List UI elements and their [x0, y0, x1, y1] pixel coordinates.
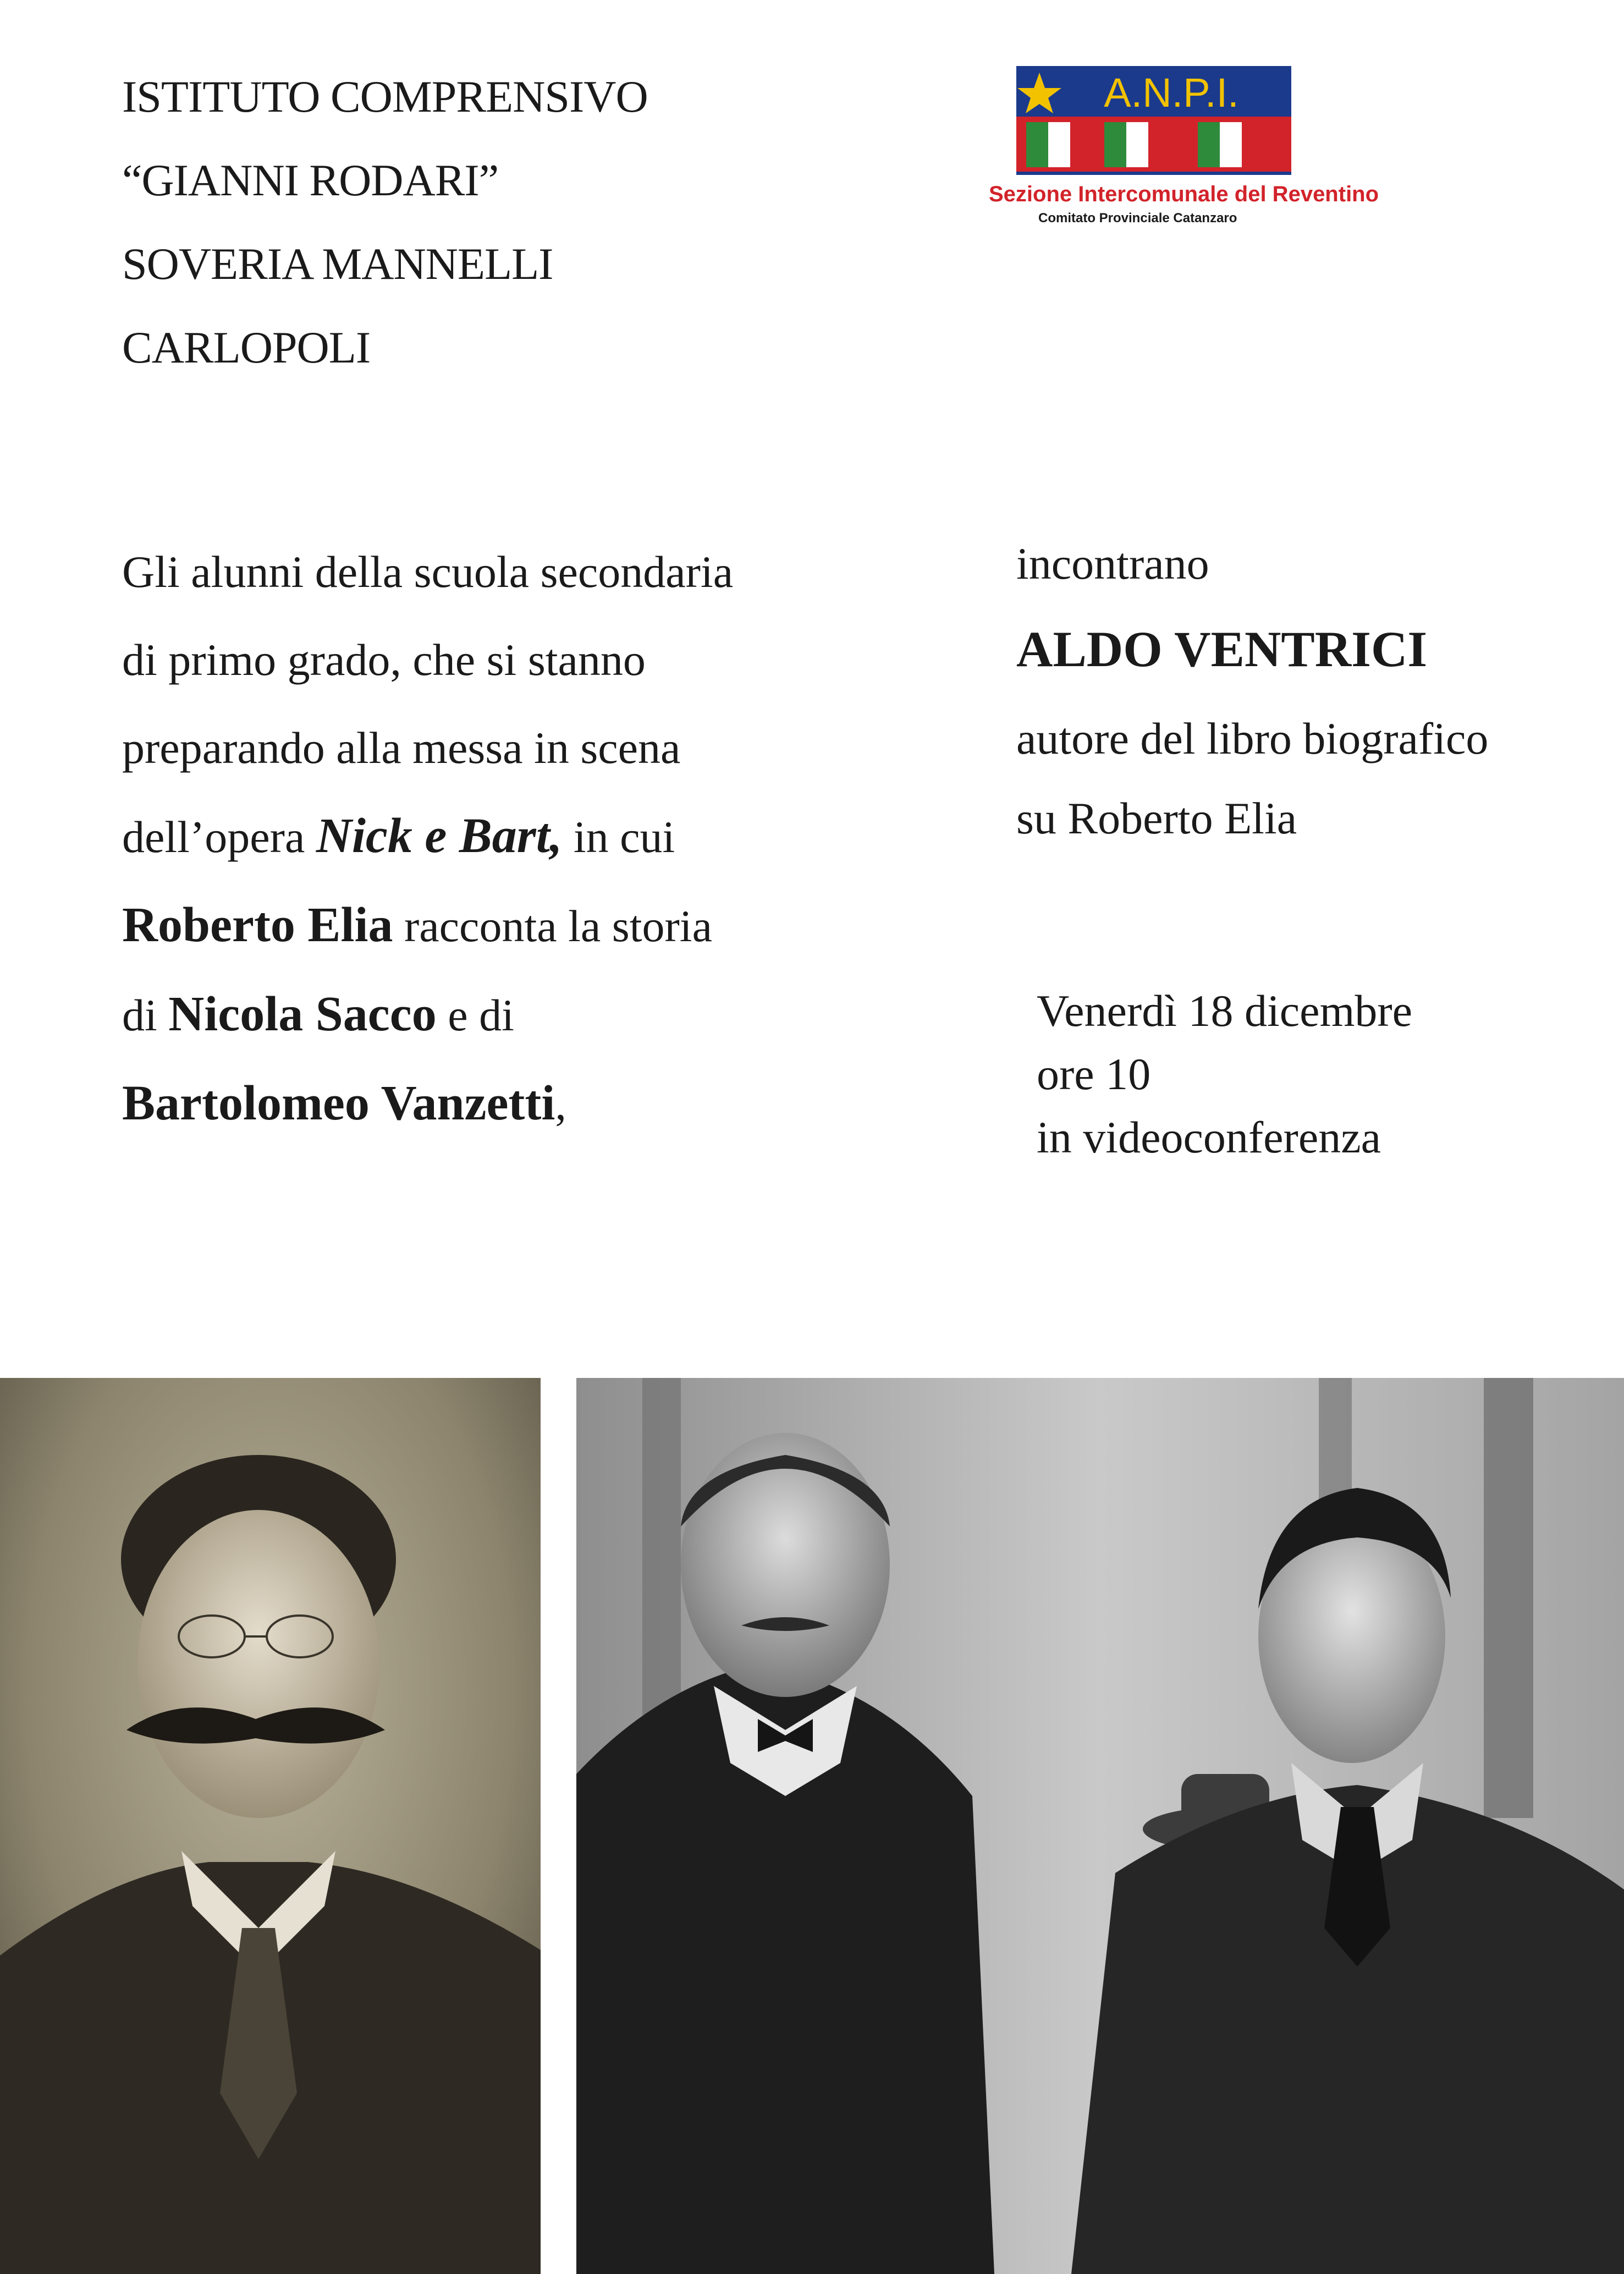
- logo-name: A.N.P.I.: [1104, 70, 1239, 116]
- school-line-2: “GIANNI RODARI”: [122, 155, 499, 205]
- event-date: Venerdì 18 dicembre: [1037, 986, 1413, 1036]
- intro-line-6: [122, 970, 881, 1059]
- intro-line-1: Gli alunni della scuola secondaria: [122, 547, 734, 597]
- meet-verb: incontrano: [1016, 539, 1209, 589]
- intro-line-5: [122, 881, 881, 970]
- anpi-logo: [989, 66, 1379, 237]
- event-mode: in videoconferenza: [1037, 1112, 1381, 1162]
- event-details: [1037, 979, 1412, 1169]
- school-line-3: SOVERIA MANNELLI: [122, 239, 553, 289]
- intro-line-5-end: racconta la storia: [393, 901, 712, 951]
- event-time: ore 10: [1037, 1049, 1151, 1099]
- sacco-vanzetti-photo: [576, 1378, 1624, 2274]
- intro-line-6-end: e di: [436, 990, 514, 1040]
- intro-line-7: [122, 1059, 881, 1149]
- school-header: [122, 55, 648, 389]
- intro-line-2: di primo grado, che si stanno: [122, 635, 646, 685]
- portrait-photo: [0, 1378, 541, 2274]
- author-description-1: autore del libro biografico: [1016, 713, 1489, 764]
- intro-line-4-end: in cui: [562, 812, 675, 862]
- author-name: ALDO VENTRICI: [1016, 621, 1428, 677]
- sacco-name: Nicola Sacco: [168, 987, 437, 1041]
- intro-line-6-start: di: [122, 990, 169, 1040]
- play-title: Nick e Bart,: [316, 809, 563, 863]
- logo-committee: Comitato Provinciale Catanzaro: [1038, 211, 1237, 226]
- intro-line-4-start: dell’opera: [122, 812, 316, 862]
- meeting-block: [1016, 528, 1610, 858]
- intro-line-7-end: ,: [555, 1079, 566, 1129]
- composer-name: Roberto Elia: [122, 898, 393, 952]
- vanzetti-name: Bartolomeo Vanzetti: [122, 1076, 555, 1130]
- intro-line-4: [122, 792, 881, 881]
- logo-section: Sezione Intercomunale del Reventino: [989, 182, 1379, 206]
- author-description-2: su Roberto Elia: [1016, 793, 1297, 843]
- school-line-1: ISTITUTO COMPRENSIVO: [122, 72, 648, 122]
- intro-line-3: preparando alla messa in scena: [122, 723, 681, 773]
- intro-paragraph: [122, 528, 881, 1149]
- school-line-4: CARLOPOLI: [122, 322, 371, 372]
